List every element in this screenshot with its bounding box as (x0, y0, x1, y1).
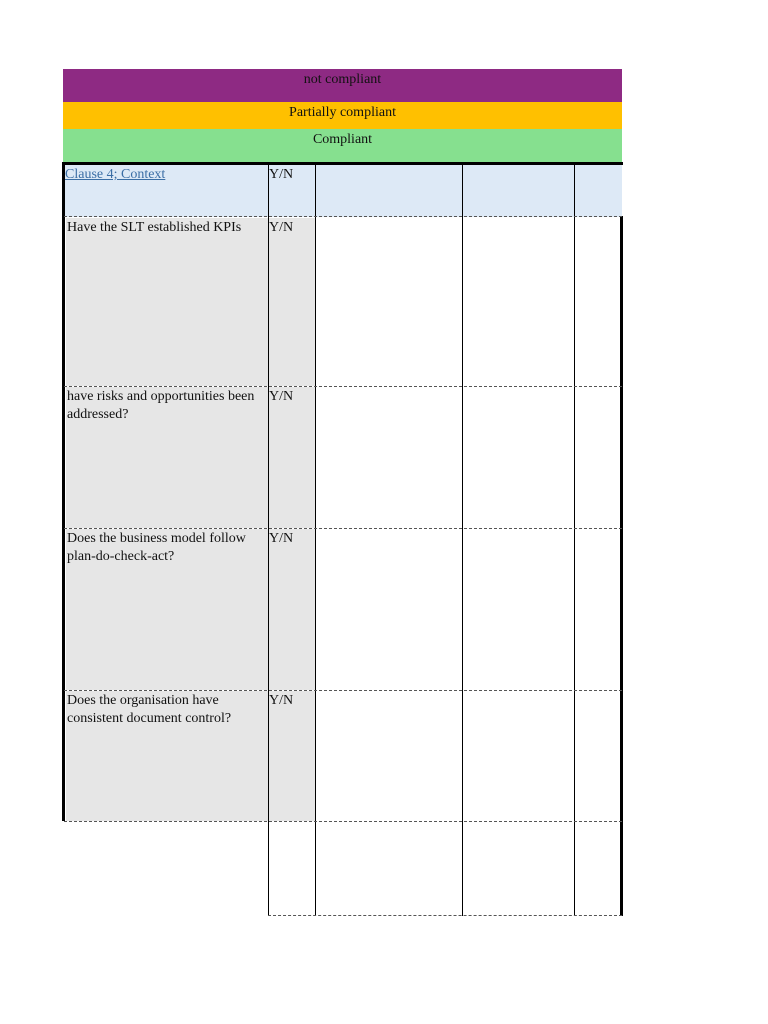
question-text: have risks and opportunities been addressed? (67, 389, 255, 422)
header-col-3[interactable] (315, 165, 462, 217)
row-divider (64, 821, 622, 822)
table-left-border (62, 165, 65, 821)
row-divider (64, 216, 622, 217)
yn-label: Y/N (269, 389, 294, 404)
question-cell (66, 218, 268, 386)
question-text: Does the organisation have consistent document control? (67, 693, 232, 726)
row-divider (64, 386, 622, 387)
yn-cell[interactable] (268, 691, 315, 821)
legend-not-compliant (63, 69, 622, 102)
yn-label: Y/N (269, 693, 294, 708)
row-divider (64, 528, 622, 529)
yn-label: Y/N (269, 531, 294, 546)
header-yn-label: Y/N (269, 167, 294, 182)
header-clause-cell[interactable] (64, 165, 268, 217)
header-col-4[interactable] (462, 165, 574, 217)
legend-partially-compliant (63, 102, 622, 129)
question-cell (66, 529, 268, 690)
question-cell (66, 691, 268, 821)
yn-cell[interactable] (268, 529, 315, 690)
question-cell (66, 387, 268, 528)
yn-cell[interactable] (268, 218, 315, 386)
question-text: Does the business model follow plan-do-check-act? (67, 531, 246, 564)
legend-compliant (63, 129, 622, 162)
legend-label: Compliant (312, 132, 373, 147)
column-divider (574, 165, 575, 916)
column-divider (462, 165, 463, 916)
legend-label: Partially compliant (289, 105, 396, 120)
yn-cell[interactable] (268, 387, 315, 528)
row-divider (64, 690, 622, 691)
header-col-5[interactable] (574, 165, 622, 217)
table-right-border (620, 216, 623, 916)
yn-label: Y/N (269, 220, 294, 235)
column-divider (268, 165, 269, 916)
legend-label: not compliant (303, 72, 382, 87)
column-divider (315, 165, 316, 916)
clause-link[interactable]: Clause 4; Context (65, 167, 166, 182)
header-yn-cell (268, 165, 315, 217)
question-text: Have the SLT established KPIs (67, 220, 242, 235)
row-divider (268, 915, 622, 916)
